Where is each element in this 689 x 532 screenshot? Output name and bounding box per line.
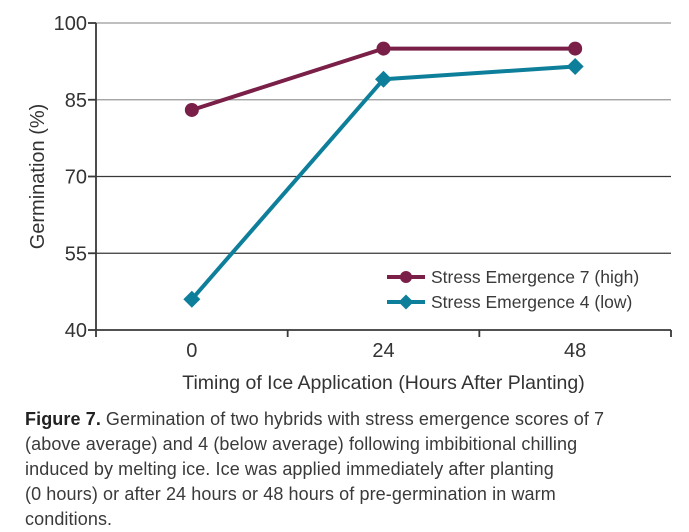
caption-line: (above average) and 4 (below average) following imbibitional chilling <box>25 434 578 454</box>
figure-caption <box>0 407 689 532</box>
y-tick-label: 70 <box>64 166 87 189</box>
legend-marker <box>400 271 412 283</box>
legend-marker <box>399 295 414 310</box>
figure-caption-label: Figure 7. <box>25 409 101 429</box>
caption-line <box>25 409 604 429</box>
series-line <box>192 66 575 299</box>
x-tick-label: 0 <box>186 340 198 362</box>
legend-label: Stress Emergence 7 (high) <box>431 267 640 287</box>
x-axis-title: Timing of Ice Application (Hours After Planting) <box>182 372 585 394</box>
data-point-marker <box>377 42 391 56</box>
caption-line: induced by melting ice. Ice was applied immediately after planting <box>25 459 554 479</box>
x-tick-label: 24 <box>372 340 395 362</box>
caption-line: conditions. <box>25 509 113 529</box>
y-tick-label: 85 <box>64 89 87 112</box>
legend-label: Stress Emergence 4 (low) <box>431 292 633 312</box>
caption-line: (0 hours) or after 24 hours or 48 hours of pre-germination in warm <box>25 484 556 504</box>
y-tick-label: 40 <box>64 320 87 342</box>
y-tick-label: 55 <box>64 243 87 266</box>
data-point-marker <box>568 42 582 56</box>
data-point-marker <box>567 58 584 75</box>
y-axis-title: Germination (%) <box>27 103 49 250</box>
x-tick-label: 48 <box>564 340 587 362</box>
data-point-marker <box>185 103 199 117</box>
caption-text: Germination of two hybrids with stress emergence scores of 7 <box>105 409 605 429</box>
y-tick-label: 100 <box>53 13 87 35</box>
